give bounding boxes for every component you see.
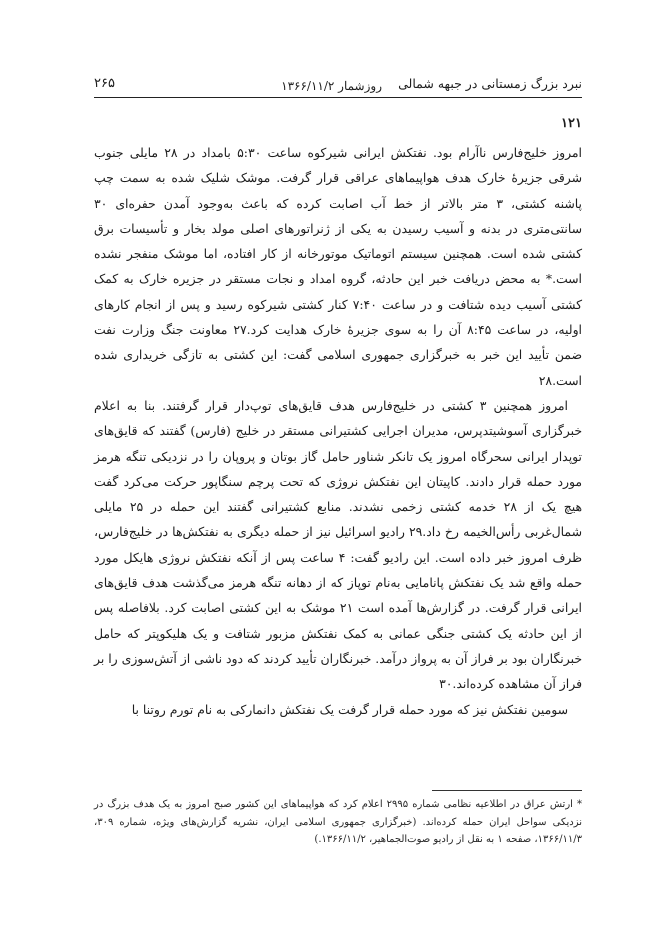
page-number: ۲۶۵ [94,76,115,91]
paragraph: امروز خلیج‌فارس ناآرام بود. نفتکش ایرانی شیرکوه ساعت ۵:۳۰ بامداد در ۲۸ مایلی جنوب شرقی جزیرهٔ خارک هدف هواپیماهای عراقی قرار گرفت. موشک شلیک شده به سمت چپ پاشنه کشتی، ۳ متر بالاتر از خط آب اصابت کرده که باعث به‌وجود آمدن حفره‌ای ۳۰ سانتی‌متری در بدنه و آسیب رسیدن به یکی از ژنراتورهای اصلی مولد بخار و تأسیسات برق کشتی شده است. همچنین سیستم اتوماتیک موتورخانه از کار افتاده، اما موشک منفجر نشده است.* به محض دریافت خبر این حادثه، گروه امداد و نجات مستقر در جزیره خارک به کمک کشتی آسیب دیده شتافت و در ساعت ۷:۴۰ کنار کشتی شیرکوه رسید و پس از انجام کارهای اولیه، در ساعت ۸:۴۵ آن را به سوی جزیرهٔ خارک هدایت کرد.۲۷ معاونت جنگ وزارت نفت ضمن تأیید این خبر به خبرگزاری جمهوری اسلامی گفت: این کشتی به تازگی خریداری شده است.۲۸ [94,145,582,388]
header-divider [94,97,582,98]
book-title: نبرد بزرگ زمستانی در جبهه شمالی [398,76,582,91]
body-text [94,140,582,722]
footnote-text: * ارتش عراق در اطلاعیه نظامی شماره ۲۹۹۵ اعلام کرد که هواپیماهای این کشور صبح امروز به یک هدف بزرگ در نزدیکی سواحل ایران حمله کرده‌اند. (خبرگزاری جمهوری اسلامی ایران، نشریه گزارش‌های ویژه، شماره ۳۰۹، ۱۳۶۶/۱۱/۳، صفحه ۱ به نقل از رادیو صوت‌الجماهیر، ۱۳۶۶/۱۱/۲.) [94,799,583,845]
paragraph: سومین نفتکش نیز که مورد حمله قرار گرفت یک نفتکش دانمارکی به نام تورم روتنا با [131,701,568,717]
footnote [94,796,582,849]
running-header [94,76,582,98]
paragraph: امروز همچنین ۳ کشتی در خلیج‌فارس هدف قایق‌های توپ‌دار قرار گرفتند. بنا به اعلام خبرگزاری آسوشیتدپرس، مدیران اجرایی کشتیرانی مستقر در خلیج (فارس) گفتند که قایق‌های توپدار ایرانی سحرگاه امروز یک تانکر شناور حامل گاز بوتان و پروپان را در نزدیکی تنگه هرمز مورد حمله قرار دادند. کاپیتان این نفتکش نروژی که تحت پرچم سنگاپور حرکت می‌کرد گفت هیچ یک از ۲۸ خدمه کشتی زخمی نشدند. منابع کشتیرانی گفتند این حمله در ۲۵ مایلی شمال‌غربی رأس‌الخیمه رخ داد.۲۹ رادیو اسرائیل نیز از حمله دیگری به نفتکش‌ها در خلیج‌فارس، ظرف امروز خبر داده است. این رادیو گفت: ۴ ساعت پس از آنکه نفتکش نروژی هایکل مورد حمله واقع شد یک نفتکش پانامایی به‌نام توپاز که از دهانه تنگه هرمز می‌گذشت هدف قایق‌های ایرانی قرار گرفت. در گزارش‌ها آمده است ۲۱ موشک به این کشتی اصابت کرد. بلافاصله پس از این حادثه یک کشتی جنگی عمانی به کمک نفتکش مزبور شتافت و یک هلیکوپتر که حامل خبرنگاران بود بر فراز آن به پرواز درآمد. خبرنگاران تأیید کردند که دود ناشی از آتش‌سوزی را بر فراز آن مشاهده کرده‌اند.۳۰ [94,397,582,692]
chronicle-date: روزشمار ۱۳۶۶/۱۱/۲ [281,79,382,93]
entry-number: ۱۲۱ [561,116,582,131]
footnote-divider [432,790,582,791]
